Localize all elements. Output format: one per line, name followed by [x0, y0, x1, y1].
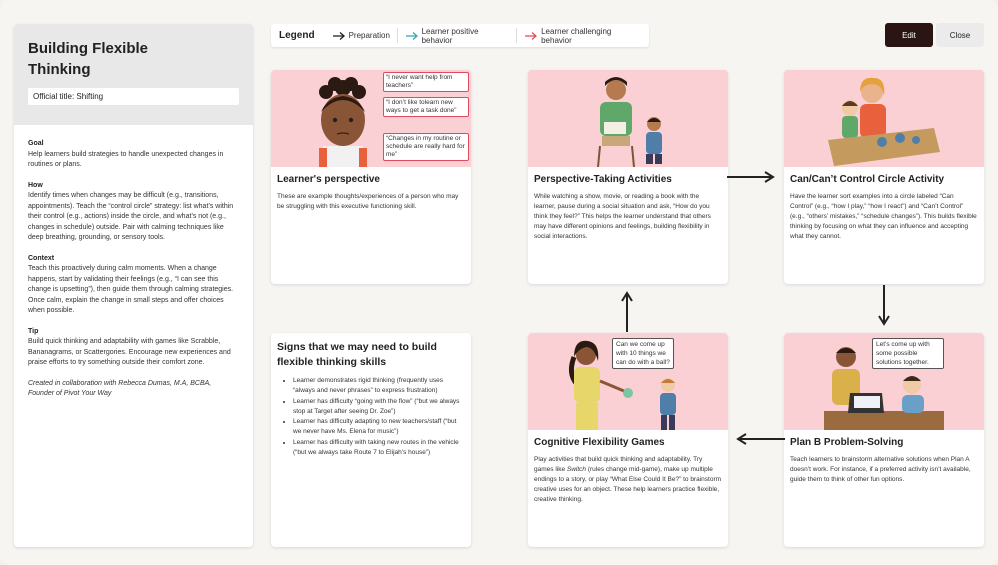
arrow-right-icon: [524, 31, 538, 41]
cognitive-games-illustration: [528, 333, 728, 430]
card-cognitive-games[interactable]: [528, 333, 728, 547]
how-text: Identify times when changes may be difficult (e.g., transitions, appointments). Teach the “control circle” strategy: list what’s within their control (e.g., actions) inside the circle, and what’s not (e.g., changes in schedule) outside. Pair with calming techniques like deep breathing, grounding, or sensory tools.: [28, 192, 234, 241]
thought-bubble-3: “Changes in my routine or schedule are really hard for me”: [383, 133, 469, 161]
skill-title-line-1: Building Flexible: [28, 40, 149, 57]
goal-heading: Goal: [28, 140, 44, 147]
goal-text: Help learners build strategies to handle unexpected changes in routines or plans.: [28, 150, 224, 168]
plan-b-illustration: [784, 333, 984, 430]
legend-label: Learner challenging behavior: [541, 26, 612, 45]
flow-arrow-right: [727, 170, 777, 184]
speech-bubble: Can we come up with 10 things we can do with a ball?: [612, 338, 674, 369]
card-text: Have the learner sort examples into a circle labeled “Can Control” (e.g., “how I play,” “how I react”) and “Can’t Control” (e.g., “others’ mistakes,” “schedule changes”). This builds flexible thinking by focusing on what they can influence and accepting what they cannot.: [790, 193, 977, 240]
context-text: Teach this proactively during calm moments. When a change happens, start by validating their feelings (e.g., “I can see this change is upsetting”), then guide them through calming strategies. Once calm, explain the change in small steps and offer choices when possible.: [28, 265, 234, 314]
card-learners-perspective[interactable]: [271, 70, 471, 284]
card-title: Can/Can’t Control Circle Activity: [790, 174, 945, 185]
card-title: Learner's perspective: [277, 174, 380, 185]
control-circle-illustration: [784, 70, 984, 167]
skill-title: [28, 38, 239, 80]
flow-arrow-down: [877, 285, 891, 327]
arrow-right-icon: [405, 31, 419, 41]
official-title-field: Official title: Shifting: [28, 88, 239, 105]
tip-heading: Tip: [28, 327, 39, 335]
learner-illustration: [271, 70, 471, 167]
legend-label: Learner positive behavior: [421, 26, 479, 45]
context-heading: Context: [28, 254, 55, 262]
card-text: These are example thoughts/experiences of a person who may be struggling with this executive functioning skill.: [277, 193, 459, 210]
card-text: Play activities that build quick thinking and adaptability. Try games like Switch (rules change mid-game), make up multiple endings to a story, or play “What Else Could It Be?” to brainstorm creative uses for an object. These help learners practice flexible, creative thinking.: [534, 456, 722, 503]
card-control-circle[interactable]: [784, 70, 984, 284]
adult-reading-illustration: [528, 70, 728, 167]
card-text: Teach learners to brainstorm alternative solutions when Plan A doesn’t work. For instance, if a preferred activity isn’t available, guide them to think of other fun options.: [790, 456, 971, 483]
legend-item-positive: [398, 27, 517, 45]
skill-detail-panel: [14, 24, 253, 547]
card-title: Signs that we may need to build flexible thinking skills: [277, 341, 437, 368]
how-heading: How: [28, 181, 43, 189]
list-item: • Learner has difficulty with taking new routes in the vehicle (“but we always take Route 7 to Elijah’s house”): [293, 438, 465, 458]
legend-title: Legend: [279, 30, 315, 41]
legend-label: Preparation: [348, 31, 390, 40]
list-item: • Learner has difficulty adapting to new teachers/staff (“but we never have Ms. Elena for music”): [293, 417, 465, 437]
card-title: Plan B Problem-Solving: [790, 437, 904, 448]
list-item: • Learner demonstrates rigid thinking (frequently uses “always and never phrases” to express frustration): [293, 376, 465, 396]
flow-arrow-left: [735, 432, 785, 446]
credit-text: Created in collaboration with Rebecca Dumas, M.A, BCBA, Founder of Pivot Your Way: [28, 379, 212, 397]
edit-button[interactable]: Edit: [885, 23, 933, 47]
signs-list: [277, 376, 465, 458]
legend-item-preparation: [325, 31, 397, 41]
thought-bubble-1: “I never want help from teachers”: [383, 72, 469, 92]
card-title: Cognitive Flexibility Games: [534, 437, 665, 448]
flow-arrow-up: [620, 290, 634, 332]
perspective-taking-illustration: [528, 70, 728, 167]
legend-bar: [271, 24, 649, 47]
card-perspective-taking[interactable]: [528, 70, 728, 284]
tip-text: Build quick thinking and adaptability with games like Scrabble, Bananagrams, or Scattergories. Encourage new experiences and praise efforts to try something outside their comfort zone.: [28, 338, 231, 366]
skill-header: [14, 24, 253, 125]
thought-bubble-2: “I don’t like tolearn new ways to get a task done”: [383, 97, 469, 117]
table-activity-illustration: [784, 70, 984, 167]
card-text: While watching a show, movie, or reading a book with the learner, pause during a social situation and ask, “How do you think they feel?” This helps the learner understand that others may have different opinions and feelings, building flexibility in social interactions.: [534, 193, 711, 240]
card-plan-b[interactable]: [784, 333, 984, 547]
close-button[interactable]: Close: [936, 23, 984, 47]
card-title: Perspective-Taking Activities: [534, 174, 672, 185]
skill-title-line-2: Thinking: [28, 61, 91, 78]
skill-description: [14, 125, 253, 414]
arrow-right-icon: [332, 31, 346, 41]
card-signs[interactable]: [271, 333, 471, 547]
list-item: • Learner has difficulty “going with the flow” (“but we always stop at Target after seeing Dr. Zoe”): [293, 397, 465, 417]
speech-bubble: Let’s come up with some possible solutions together.: [872, 338, 944, 369]
legend-item-challenging: [517, 27, 649, 45]
